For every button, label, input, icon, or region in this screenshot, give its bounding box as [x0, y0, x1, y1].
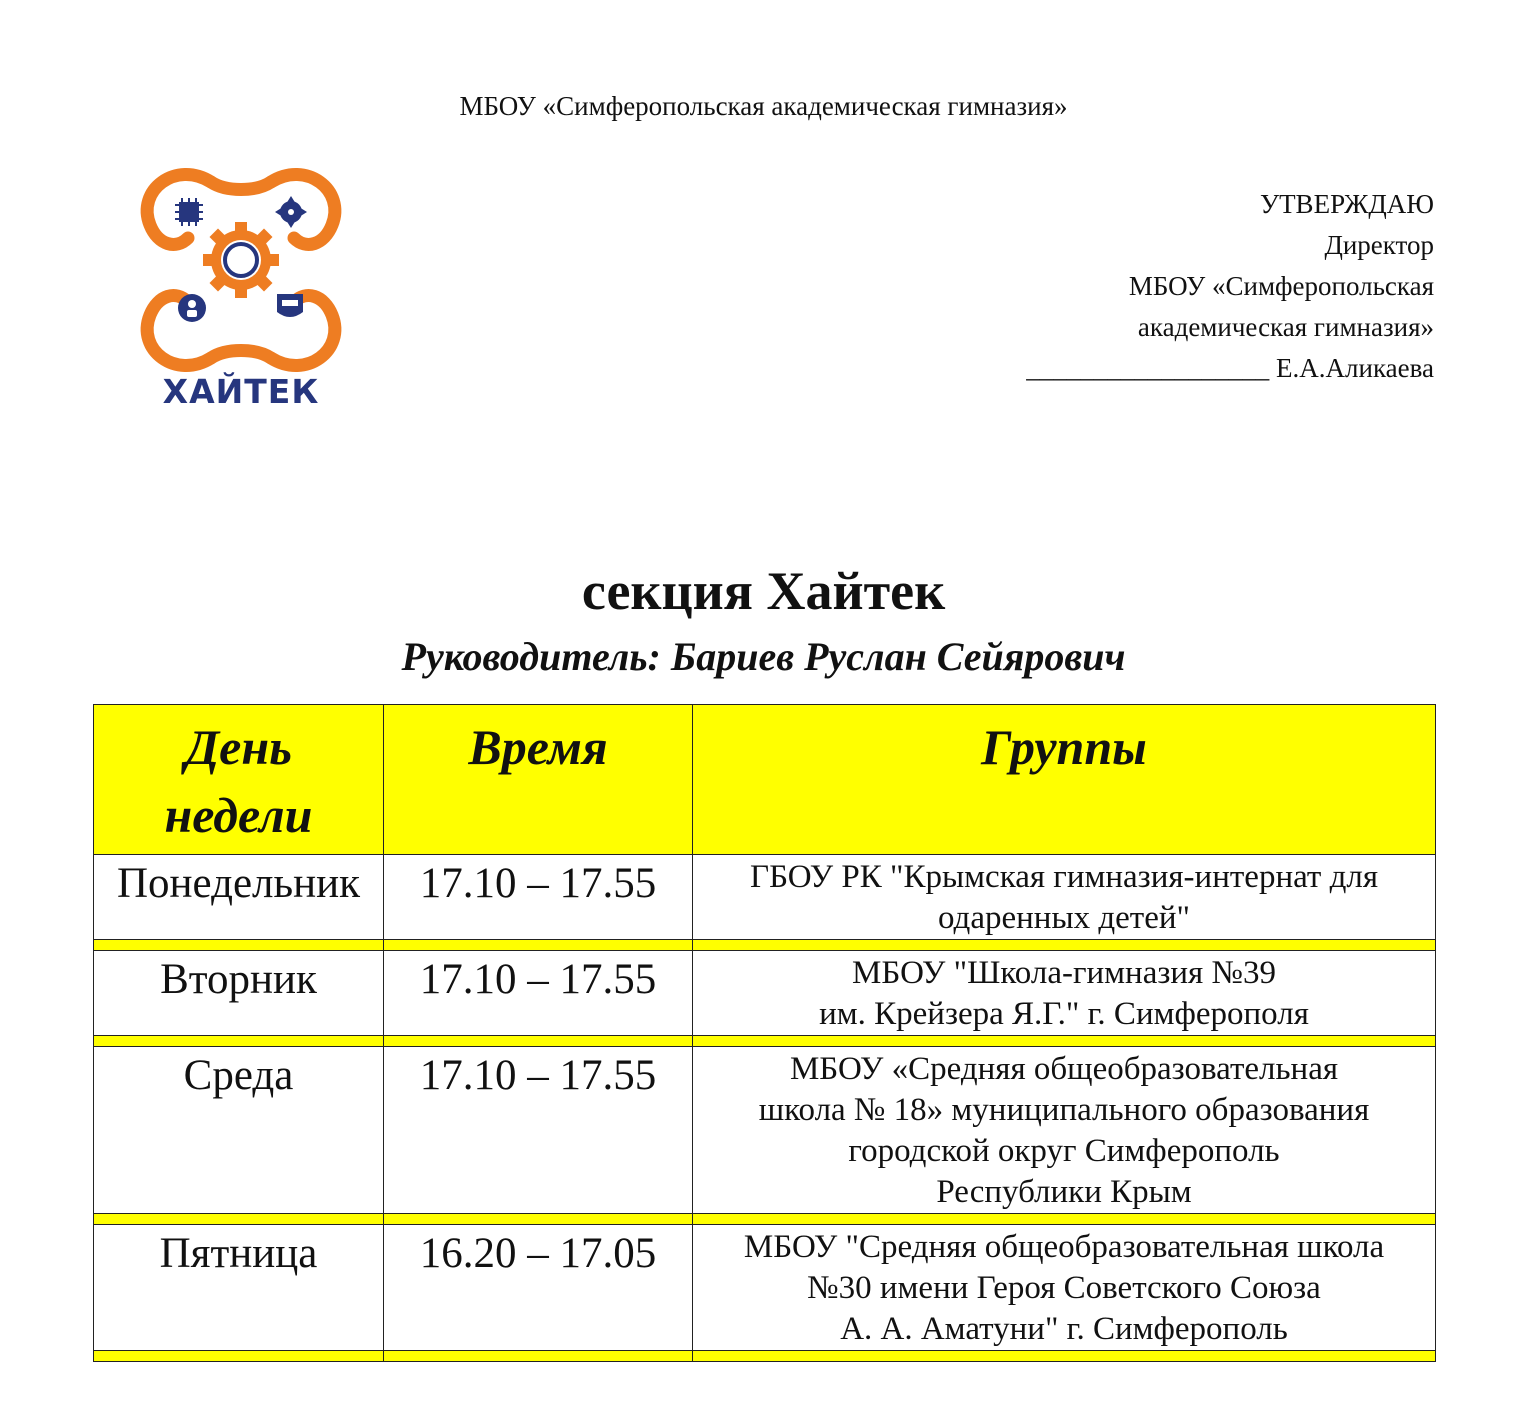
page-title: секция Хайтек: [581, 561, 946, 621]
group-line: одаренных детей": [937, 900, 1190, 936]
groups-cell: [693, 1047, 1436, 1214]
gear-icon: [203, 222, 279, 298]
groups-cell: [693, 1225, 1436, 1351]
day-cell: Понедельник: [94, 855, 384, 940]
row-separator: [94, 1351, 1436, 1362]
logo-text: ХАЙТЕК: [162, 372, 320, 411]
schedule-table: [93, 704, 1436, 1362]
group-line: школа № 18» муниципального образования: [758, 1092, 1370, 1128]
table-row: [94, 855, 1436, 940]
chip-icon: [175, 198, 203, 226]
welding-mask-icon: [277, 294, 303, 317]
approval-org-line1: МБОУ «Симферопольская: [1128, 271, 1434, 301]
approval-block: [874, 184, 1434, 389]
header-day: [94, 705, 384, 855]
header-day-line2: недели: [164, 787, 313, 843]
table-row: [94, 1225, 1436, 1351]
group-line: МБОУ "Средняя общеобразовательная школа: [743, 1229, 1385, 1265]
day-cell: Пятница: [94, 1225, 384, 1351]
hitech-logo: [136, 160, 346, 420]
day-cell: Вторник: [94, 951, 384, 1036]
time-cell: 16.20 – 17.05: [384, 1225, 693, 1351]
group-line: Республики Крым: [936, 1174, 1192, 1210]
group-line: ГБОУ РК "Крымская гимназия-интернат для: [750, 859, 1378, 895]
header-groups-label: Группы: [981, 719, 1147, 775]
group-line: А. А. Аматуни" г. Симферополь: [840, 1311, 1288, 1347]
header-time-label: Время: [468, 719, 608, 775]
saw-blade-icon: [275, 196, 307, 228]
time-cell: 17.10 – 17.55: [384, 951, 693, 1036]
table-header-row: [94, 705, 1436, 855]
approval-org-line2: академическая гимназия»: [1137, 312, 1434, 342]
header-groups: [693, 705, 1436, 855]
day-cell: Среда: [94, 1047, 384, 1214]
approval-signature: __________________ Е.А.Аликаева: [1026, 353, 1434, 383]
group-line: №30 имени Героя Советского Союза: [807, 1270, 1321, 1306]
leader-line: Руководитель: Бариев Руслан Сейярович: [401, 634, 1126, 679]
group-line: городской округ Симферополь: [848, 1133, 1280, 1169]
approval-position: Директор: [1324, 230, 1434, 260]
table-row: [94, 951, 1436, 1036]
row-separator: [94, 1214, 1436, 1225]
group-line: МБОУ "Школа-гимназия №39: [852, 955, 1276, 991]
approval-title: УТВЕРЖДАЮ: [1259, 189, 1434, 219]
groups-cell: [693, 855, 1436, 940]
organization-header: МБОУ «Симферопольская академическая гимназия»: [459, 91, 1068, 121]
groups-cell: [693, 951, 1436, 1036]
group-line: им. Крейзера Я.Г." г. Симферополя: [819, 996, 1309, 1032]
row-separator: [94, 1036, 1436, 1047]
time-cell: 17.10 – 17.55: [384, 1047, 693, 1214]
person-icon: [178, 294, 206, 322]
header-time: [384, 705, 693, 855]
row-separator: [94, 940, 1436, 951]
table-row: [94, 1047, 1436, 1214]
header-day-line1: День: [185, 719, 292, 775]
time-cell: 17.10 – 17.55: [384, 855, 693, 940]
group-line: МБОУ «Средняя общеобразовательная: [789, 1051, 1339, 1087]
